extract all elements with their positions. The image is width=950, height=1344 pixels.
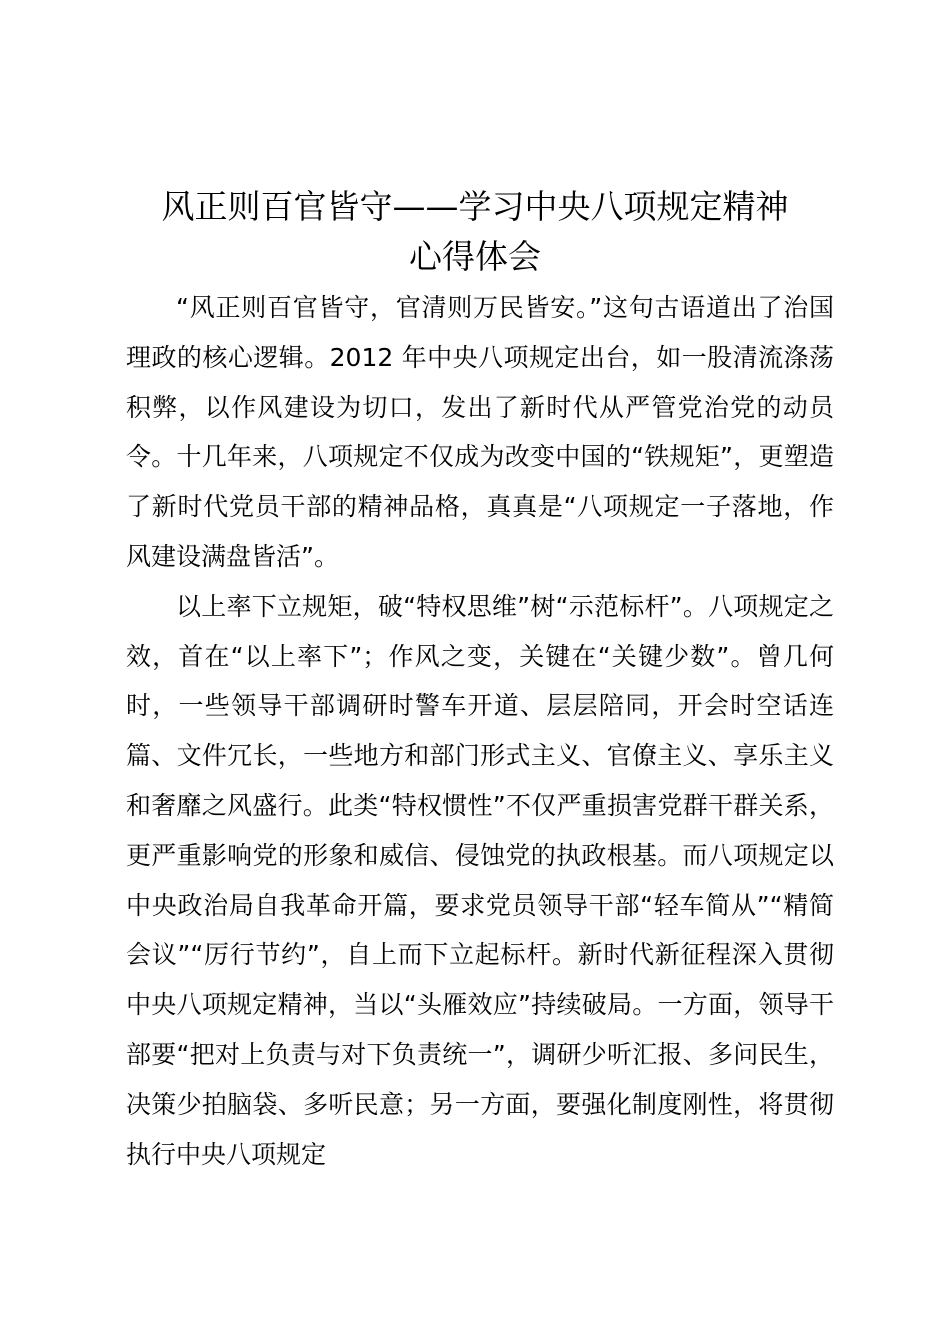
paragraph-1: “风正则百官皆守，官清则万民皆安。”这句古语道出了治国理政的核心逻辑。2012 年中央八项规定出台，如一股清流涤荡积弊，以作风建设为切口，发出了新时代从严管党治党的动员令。十几年来，八项规定不仅成为改变中国的“铁规矩”，更塑造了新时代党员干部的精神品格，真真是“八项规定一子落地，作风建设满盘皆活”。: [126, 293, 834, 571]
title-line-2: 心得体会: [409, 237, 541, 276]
document-body: [126, 283, 834, 1179]
title-line-1: 风正则百官皆守——学习中央八项规定精神: [161, 187, 789, 226]
paragraph-2: 以上率下立规矩，破“特权思维”树“示范标杆”。八项规定之效，首在“以上率下”；作风之变，关键在“关键少数”。曾几何时，一些领导干部调研时警车开道、层层陪同，开会时空话连篇、文件冗长，一些地方和部门形式主义、官僚主义、享乐主义和奢靡之风盛行。此类“特权惯性”不仅严重损害党群干群关系，更严重影响党的形象和威信、侵蚀党的执政根基。而八项规定以中央政治局自我革命开篇，要求党员领导干部“轻车简从”“精简会议”“厉行节约”，自上而下立起标杆。新时代新征程深入贯彻中央八项规定精神，当以“头雁效应”持续破局。一方面，领导干部要“把对上负责与对下负责统一”，调研少听汇报、多问民生，决策少拍脑袋、多听民意；另一方面，要强化制度刚性，将贯彻执行中央八项规定: [126, 591, 834, 1169]
document-title: [60, 182, 890, 282]
